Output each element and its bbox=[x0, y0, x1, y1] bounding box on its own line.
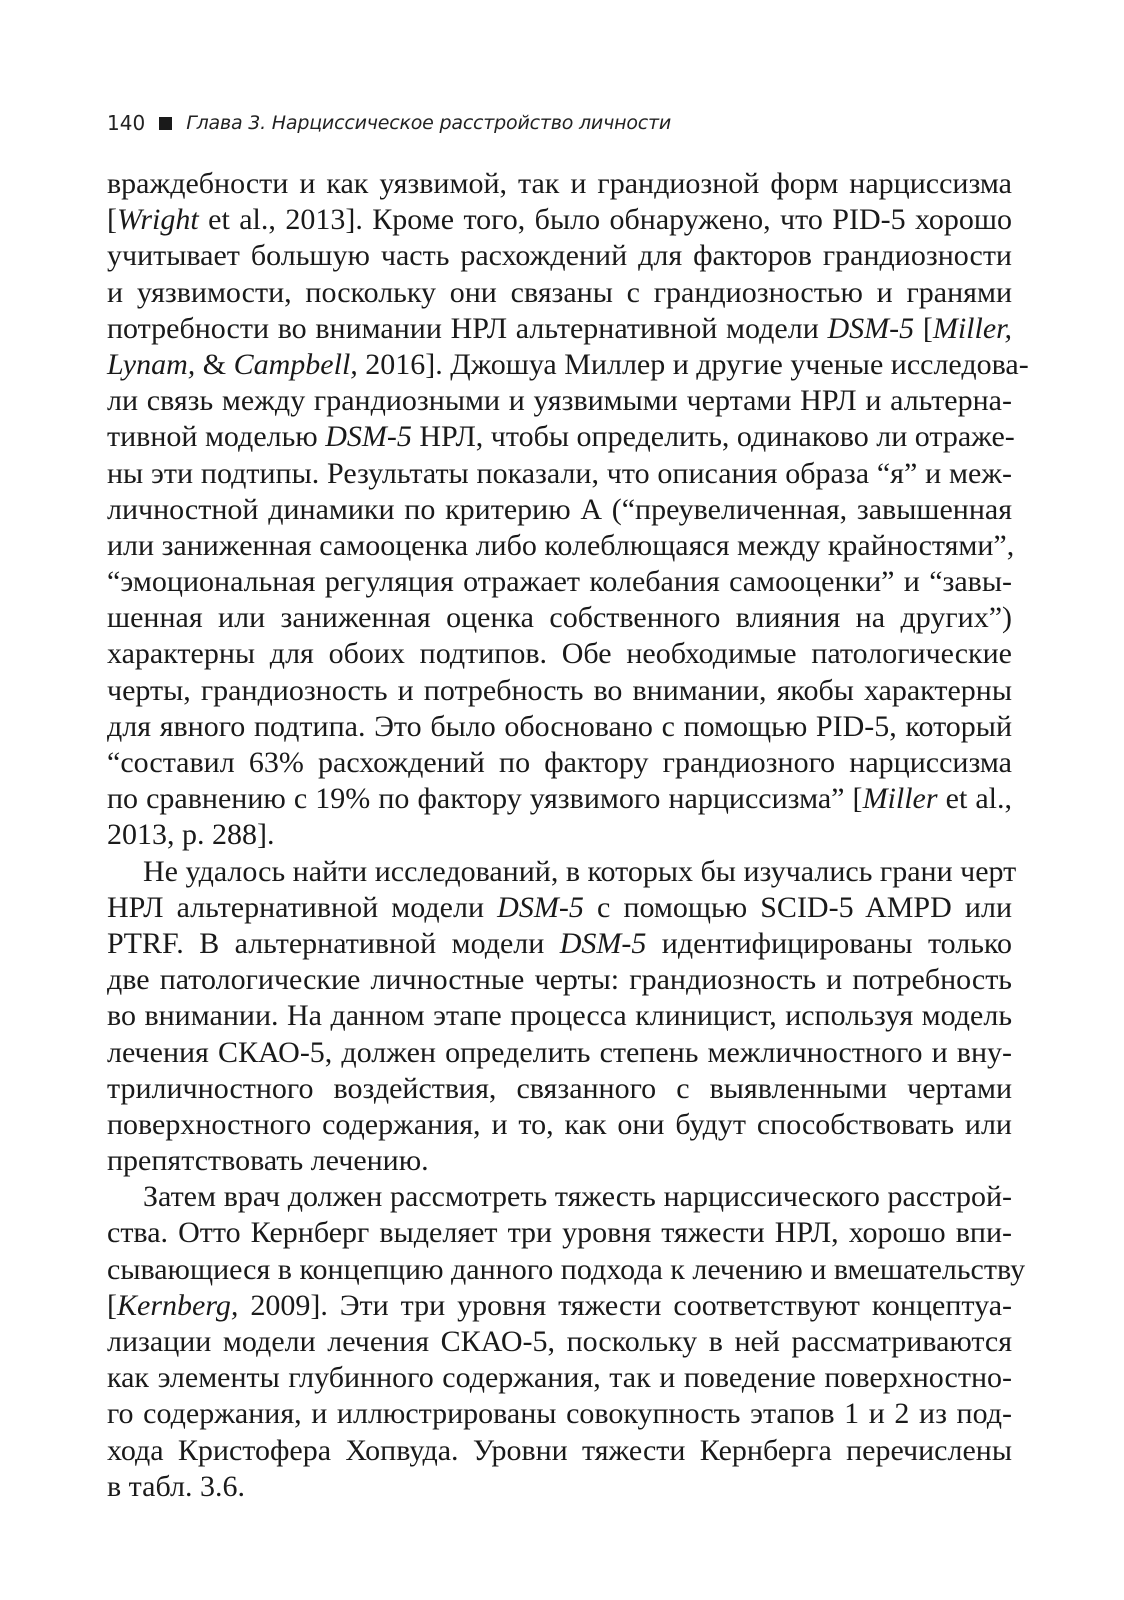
text-line bbox=[107, 745, 1012, 781]
text-line bbox=[107, 962, 1012, 998]
text-run: личностной динамики по критерию А (“преувеличенная, завышенная bbox=[107, 492, 1012, 526]
text-run: & bbox=[195, 347, 234, 381]
text-run: поверхностного содержания, и то, как они будут способствовать или bbox=[107, 1107, 1012, 1141]
paragraph bbox=[107, 1179, 1026, 1505]
text-line bbox=[107, 1107, 1012, 1143]
text-run: лечения СКАО-5, должен определить степень межличностного и вну- bbox=[107, 1035, 1012, 1069]
text-line bbox=[107, 600, 1012, 636]
text-line bbox=[107, 275, 1012, 311]
text-run: et al., bbox=[937, 782, 1012, 816]
text-line bbox=[107, 636, 1012, 672]
italic-run: DSM-5 bbox=[325, 420, 412, 454]
italic-run: Miller, bbox=[932, 311, 1012, 345]
text-line bbox=[107, 1288, 1012, 1324]
text-line bbox=[107, 347, 1029, 383]
running-head bbox=[107, 107, 671, 139]
text-run: PTRF. В альтернативной модели bbox=[107, 926, 560, 960]
square-bullet-icon bbox=[159, 117, 172, 130]
text-line bbox=[107, 1143, 1012, 1179]
paragraph bbox=[107, 854, 1017, 1180]
body-text bbox=[107, 166, 1029, 1505]
text-line bbox=[107, 419, 1015, 455]
text-run: или заниженная самооценка либо колеблющаяся между крайностями”, bbox=[107, 528, 1015, 562]
text-line bbox=[107, 1035, 1012, 1071]
text-line bbox=[107, 166, 1012, 202]
text-run: потребности во внимании НРЛ альтернативной модели bbox=[107, 311, 828, 345]
text-line bbox=[107, 890, 1012, 926]
text-run: 2016]. Джошуа Миллер и другие ученые исследова- bbox=[357, 347, 1029, 381]
text-run: [ bbox=[107, 1288, 117, 1322]
text-run: черты, грандиозность и потребность во внимании, якобы характерны bbox=[107, 673, 1012, 707]
text-run: [ bbox=[914, 311, 933, 345]
text-run: тивной моделью bbox=[107, 420, 326, 454]
text-run: для явного подтипа. Это было обосновано с помощью PID-5, который bbox=[107, 709, 1012, 743]
text-run: препятствовать лечению. bbox=[107, 1144, 429, 1178]
text-run: и уязвимости, поскольку они связаны с грандиозностью и гранями bbox=[107, 275, 1012, 309]
text-line bbox=[107, 1469, 1012, 1505]
text-line bbox=[107, 709, 1012, 745]
text-run: учитывает большую часть расхождений для факторов грандиозности bbox=[107, 239, 1012, 273]
text-line bbox=[107, 854, 1017, 890]
text-line bbox=[107, 926, 1012, 962]
italic-run: DSM-5 bbox=[497, 890, 584, 924]
text-run: с помощью SCID-5 AMPD или bbox=[583, 890, 1013, 924]
text-line bbox=[107, 1252, 1026, 1288]
text-run: сывающиеся в концепцию данного подхода к лечению и вмешательству bbox=[107, 1252, 1026, 1286]
text-line bbox=[107, 238, 1012, 274]
text-run: две патологические личностные черты: грандиозность и потребность bbox=[107, 963, 1012, 997]
text-line bbox=[107, 383, 1012, 419]
text-run: враждебности и как уязвимой, так и грандиозной форм нарциссизма bbox=[107, 167, 1012, 200]
text-run: 2009]. Эти три уровня тяжести соответствуют концептуа- bbox=[238, 1288, 1012, 1322]
text-line bbox=[107, 492, 1012, 528]
text-run: ства. Отто Кернберг выделяет три уровня тяжести НРЛ, хорошо впи- bbox=[107, 1216, 1012, 1250]
text-run: лизации модели лечения СКАО-5, поскольку в ней рассматриваются bbox=[107, 1325, 1012, 1358]
text-line bbox=[107, 817, 1012, 853]
chapter-title: Глава 3. Нарциссическое расстройство личности bbox=[186, 112, 672, 134]
text-line bbox=[107, 781, 1012, 817]
text-line bbox=[107, 998, 1012, 1034]
text-run: Не удалось найти исследований, в которых бы изучались грани черт bbox=[143, 854, 1017, 888]
text-run: характерны для обоих подтипов. Обе необходимые патологические bbox=[107, 637, 1012, 671]
text-run: ли связь между грандиозными и уязвимыми чертами НРЛ и альтерна- bbox=[107, 384, 1012, 418]
page-number: 140 bbox=[107, 111, 146, 135]
text-line bbox=[107, 564, 1012, 600]
paragraph bbox=[107, 166, 1029, 854]
text-line bbox=[107, 202, 1012, 238]
text-run: го содержания, и иллюстрированы совокупность этапов 1 и 2 из под- bbox=[107, 1397, 1012, 1431]
italic-run: Kernberg, bbox=[117, 1288, 239, 1322]
italic-run: DSM-5 bbox=[827, 311, 915, 345]
italic-run: Wright bbox=[117, 203, 199, 237]
text-run: во внимании. На данном этапе процесса клиницист, используя модель bbox=[107, 999, 1012, 1033]
text-run: “составил 63% расхождений по фактору грандиозного нарциссизма bbox=[107, 746, 1012, 779]
text-run: НРЛ альтернативной модели bbox=[107, 890, 498, 924]
text-run: хода Кристофера Хопвуда. Уровни тяжести Кернберга перечислены bbox=[107, 1433, 1012, 1467]
italic-run: Lynam, bbox=[107, 347, 196, 381]
text-run: et al., 2013]. Кроме того, было обнаружено, что PID-5 хорошо bbox=[198, 203, 1012, 237]
italic-run: DSM-5 bbox=[559, 926, 647, 960]
text-line bbox=[107, 1179, 1012, 1215]
text-line bbox=[107, 1433, 1012, 1469]
text-run: “эмоциональная регуляция отражает колебания самооценки” и “завы- bbox=[107, 565, 1012, 599]
text-line bbox=[107, 673, 1012, 709]
text-line bbox=[107, 528, 1015, 564]
text-run: как элементы глубинного содержания, так и поведение поверхностно- bbox=[107, 1361, 1012, 1395]
text-run: шенная или заниженная оценка собственного влияния на других”) bbox=[107, 601, 1012, 635]
text-line bbox=[107, 1360, 1012, 1396]
text-line bbox=[107, 1071, 1012, 1107]
text-line bbox=[107, 1396, 1012, 1432]
text-run: Затем врач должен рассмотреть тяжесть нарциссического расстрой- bbox=[143, 1180, 1012, 1214]
text-line bbox=[107, 1324, 1012, 1360]
text-run: 2013, p. 288]. bbox=[107, 818, 275, 852]
text-line bbox=[107, 456, 1012, 492]
text-run: идентифицированы только bbox=[646, 926, 1012, 960]
text-run: [ bbox=[107, 203, 117, 237]
text-run: ны эти подтипы. Результаты показали, что описания образа “я” и меж- bbox=[107, 456, 1012, 490]
italic-run: Campbell, bbox=[233, 347, 358, 381]
text-run: в табл. 3.6. bbox=[107, 1469, 245, 1503]
text-run: триличностного воздействия, связанного с выявленными чертами bbox=[107, 1071, 1012, 1105]
text-run: НРЛ, чтобы определить, одинаково ли отраже- bbox=[411, 420, 1015, 454]
text-line bbox=[107, 1215, 1012, 1251]
italic-run: Miller bbox=[862, 782, 938, 816]
text-line bbox=[107, 311, 1012, 347]
text-run: по сравнению с 19% по фактору уязвимого нарциссизма” [ bbox=[107, 782, 863, 816]
